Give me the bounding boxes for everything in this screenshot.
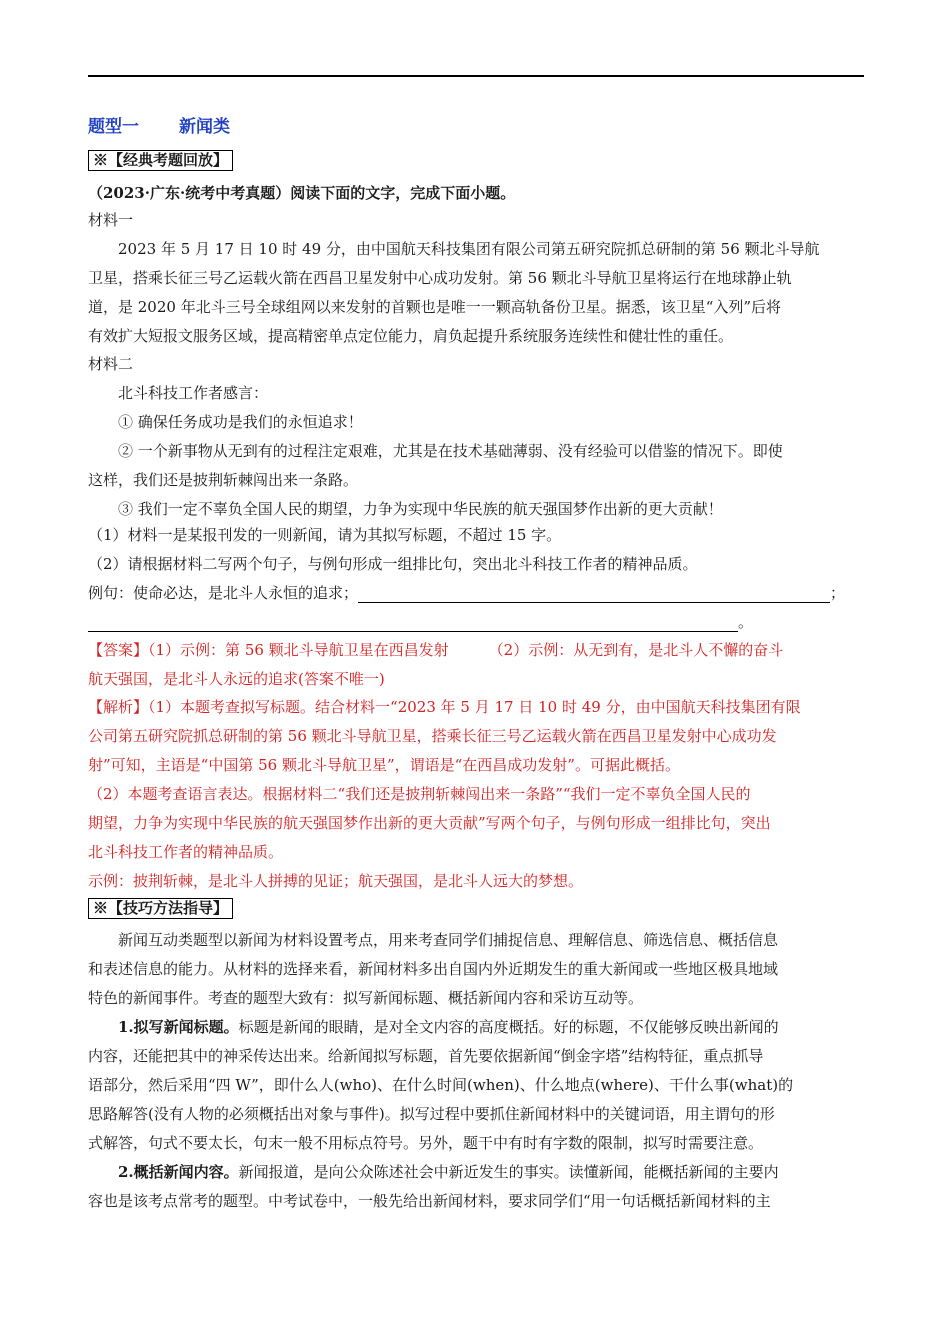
material1-label: 材料一 xyxy=(88,211,134,229)
point1-title: 1.拟写新闻标题。 xyxy=(118,1018,239,1036)
question-2: （2）请根据材料二写两个句子，与例句形成一组排比句，突出北斗科技工作者的精神品质。 xyxy=(88,555,698,573)
point2-title: 2.概括新闻内容。 xyxy=(118,1163,239,1181)
section-label: 题型一 xyxy=(88,117,139,137)
point1-text: 标题是新闻的眼睛，是对全文内容的高度概括。好的标题，不仅能够反映出新闻的 xyxy=(238,1018,779,1036)
answer-part-2: （2）示例：从无到有，是北斗人不懈的奋斗 xyxy=(488,641,784,659)
point2-line: 容也是该考点常考的题型。中考试卷中，一般先给出新闻材料，要求同学们“用一句话概括新闻材料的主 xyxy=(88,1192,771,1210)
material1-line: 2023 年 5 月 17 日 10 时 49 分，由中国航天科技集团有限公司第五研究院抓总研制的第 56 颗北斗导航 xyxy=(118,240,820,258)
method-intro-line: 特色的新闻事件。考查的题型大致有：拟写新闻标题、概括新闻内容和采访互动等。 xyxy=(88,989,644,1007)
method-heading: ※【技巧方法指导】 xyxy=(88,898,233,919)
method-intro-line: 和表述信息的能力。从材料的选择来看，新闻材料多出自国内外近期发生的重大新闻或一些地区极具地域 xyxy=(88,960,779,978)
point1-line: 内容，还能把其中的神采传达出来。给新闻拟写标题，首先要依据新闻“倒金字塔”结构特征，重点抓导 xyxy=(88,1047,764,1065)
method-heading-box xyxy=(88,898,233,919)
example-sentence-row xyxy=(88,583,845,603)
analysis-line: 期望，力争为实现中华民族的航天强国梦作出新的更大贡献”写两个句子，与例句形成一组排比句，突出 xyxy=(88,814,771,832)
analysis-line: 北斗科技工作者的精神品质。 xyxy=(88,843,284,861)
material2-line: ① 确保任务成功是我们的永恒追求！ xyxy=(118,413,363,431)
point1-line: 思路解答(没有人物的必须概括出对象与事件)。拟写过程中要抓住新闻材料中的关键词语，用主谓句的形 xyxy=(88,1105,775,1123)
example-sentence: 例句：使命必达，是北斗人永恒的追求； xyxy=(88,584,359,602)
point1-line: 语部分，然后采用“四 W”，即什么人(who)、在什么时间(when)、什么地点(where)、干什么事(what)的 xyxy=(88,1076,794,1094)
period: 。 xyxy=(738,613,754,631)
analysis-line: 射”可知，主语是“中国第 56 颗北斗导航卫星”，谓语是“在西昌成功发射”。可据此概括。 xyxy=(88,756,680,774)
classic-heading: ※【经典考题回放】 xyxy=(88,150,233,171)
material1-line: 卫星，搭乘长征三号乙运载火箭在西昌卫星发射中心成功发射。第 56 颗北斗导航卫星将运行在地球静止轨 xyxy=(88,269,792,287)
material2-line: 北斗科技工作者感言： xyxy=(118,384,269,402)
material1-line: 有效扩大短报文服务区域，提高精密单点定位能力，肩负起提升系统服务连续性和健壮性的重任。 xyxy=(88,327,734,345)
analysis-line: 【解析】（1）本题考查拟写标题。结合材料一“2023 年 5 月 17 日 10 时 49 分，由中国航天科技集团有限 xyxy=(88,698,801,716)
question-intro: （2023·广东·统考中考真题）阅读下面的文字，完成下面小题。 xyxy=(88,184,516,202)
point1-line: 式解答，句式不要太长，句末一般不用标点符号。另外，题干中有时有字数的限制，拟写时需要注意。 xyxy=(88,1134,764,1152)
answer-blank-1[interactable] xyxy=(358,587,830,603)
point1-first-line xyxy=(118,1017,779,1037)
analysis-line: 示例：披荆斩棘，是北斗人拼搏的见证；航天强国，是北斗人远大的梦想。 xyxy=(88,872,584,890)
method-intro-line: 新闻互动类题型以新闻为材料设置考点，用来考查同学们捕捉信息、理解信息、筛选信息、概括信息 xyxy=(118,931,779,949)
material2-line: ③ 我们一定不辜负全国人民的期望，力争为实现中华民族的航天强国梦作出新的更大贡献！ xyxy=(118,500,723,518)
answer-line: 航天强国，是北斗人永远的追求(答案不唯一) xyxy=(88,670,385,688)
material1-line: 道，是 2020 年北斗三号全球组网以来发射的首颗也是唯一一颗高轨备份卫星。据悉，该卫星“入列”后将 xyxy=(88,298,782,316)
header-rule xyxy=(88,75,864,77)
point2-first-line xyxy=(118,1162,779,1182)
question-1: （1）材料一是某报刊发的一则新闻，请为其拟写标题，不超过 15 字。 xyxy=(88,526,562,544)
analysis-line: （2）本题考查语言表达。根据材料二“我们还是披荆斩棘闯出来一条路”“我们一定不辜负全国人民的 xyxy=(88,785,751,803)
analysis-line: 公司第五研究院抓总研制的第 56 颗北斗导航卫星，搭乘长征三号乙运载火箭在西昌卫星发射中心成功发 xyxy=(88,727,777,745)
section-title xyxy=(88,117,230,137)
section-name: 新闻类 xyxy=(179,117,230,137)
answer-blank-row xyxy=(88,612,753,632)
answer-part-1: 【答案】（1）示例：第 56 颗北斗导航卫星在西昌发射 xyxy=(88,641,449,659)
point2-text: 新闻报道，是向公众陈述社会中新近发生的事实。读懂新闻，能概括新闻的主要内 xyxy=(238,1163,779,1181)
classic-heading-box xyxy=(88,150,233,171)
answer-line xyxy=(88,640,783,660)
answer-blank-2[interactable] xyxy=(88,616,738,632)
material2-label: 材料二 xyxy=(88,355,134,373)
semicolon: ； xyxy=(830,584,846,602)
material2-line: ② 一个新事物从无到有的过程注定艰难，尤其是在技术基础薄弱、没有经验可以借鉴的情况下。即使 xyxy=(118,442,783,460)
material2-line: 这样，我们还是披荆斩棘闯出来一条路。 xyxy=(88,471,359,489)
